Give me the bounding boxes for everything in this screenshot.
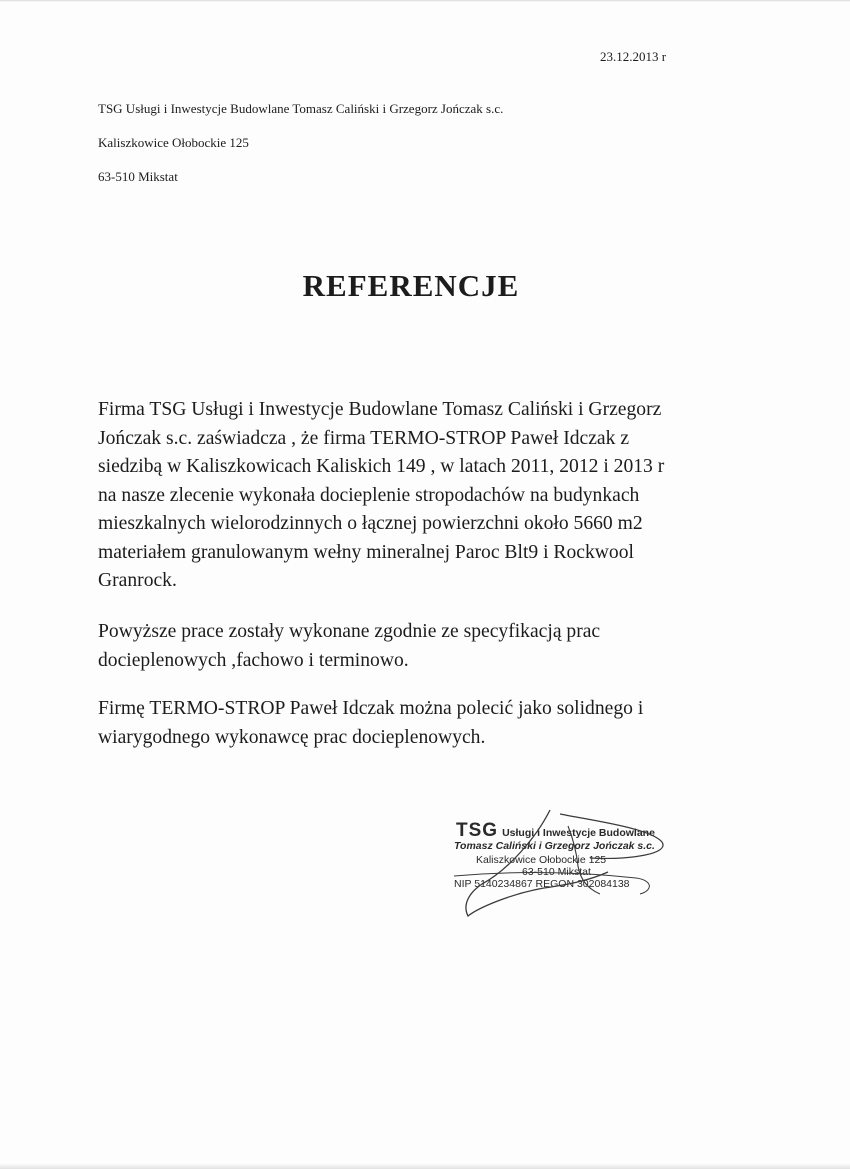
body-line: Jończak s.c. zaświadcza , że firma TERMO-STROP Paweł Idczak z	[98, 427, 630, 449]
scan-edge-top	[0, 0, 850, 2]
body-line: wiarygodnego wykonawcę prac docieplenowych.	[98, 726, 486, 748]
paragraph-quality	[98, 618, 738, 675]
stamp-line-4: 63-510 Mikstat	[522, 866, 591, 878]
stamp-logo: TSG	[456, 820, 499, 841]
body-line: mieszkalnych wielorodzinnych o łącznej powierzchni około 5660 m2	[98, 513, 643, 534]
body-line: siedzibą w Kaliszkowicach Kaliskich 149 , w latach 2011, 2012 i 2013 r	[98, 456, 665, 477]
body-line: Firma TSG Usługi i Inwestycje Budowlane Tomasz Caliński i Grzegorz	[98, 399, 662, 420]
scan-edge-bottom	[0, 1163, 850, 1169]
stamp-line-1: Usługi i Inwestycje Budowlane	[502, 827, 655, 839]
stamp-line-3: Kaliszkowice Ołobockie 125	[476, 854, 607, 866]
body-line: docieplenowych ,fachowo i terminowo.	[98, 649, 409, 671]
sender-street: Kaliszkowice Ołobockie 125	[98, 135, 249, 150]
body-line: materiałem granulowanym wełny mineralnej Paroc Blt9 i Rockwool	[98, 541, 634, 563]
body-line: na nasze zlecenie wykonała docieplenie stropodachów na budynkach	[98, 484, 640, 506]
paragraph-recommendation	[98, 695, 738, 752]
body-line: Powyższe prace zostały wykonane zgodnie ze specyfikacją prac	[98, 621, 601, 642]
letter-date: 23.12.2013 r	[600, 49, 667, 64]
sender-city: 63-510 Mikstat	[98, 169, 178, 184]
stamp-line-2: Tomasz Caliński i Grzegorz Jończak s.c.	[454, 840, 655, 852]
body-line: Granrock.	[98, 570, 177, 591]
body-line: Firmę TERMO-STROP Paweł Idczak można polecić jako solidnego i	[98, 698, 644, 719]
handwritten-signature	[440, 808, 670, 918]
company-stamp	[440, 808, 670, 918]
sender-name: TSG Usługi i Inwestycje Budowlane Tomasz Caliński i Grzegorz Jończak s.c.	[98, 101, 504, 116]
letter-title: REFERENCJE	[302, 268, 520, 303]
paragraph-reference	[98, 396, 738, 596]
stamp-line-5: NIP 5140234867 REGON 302084138	[454, 878, 630, 890]
